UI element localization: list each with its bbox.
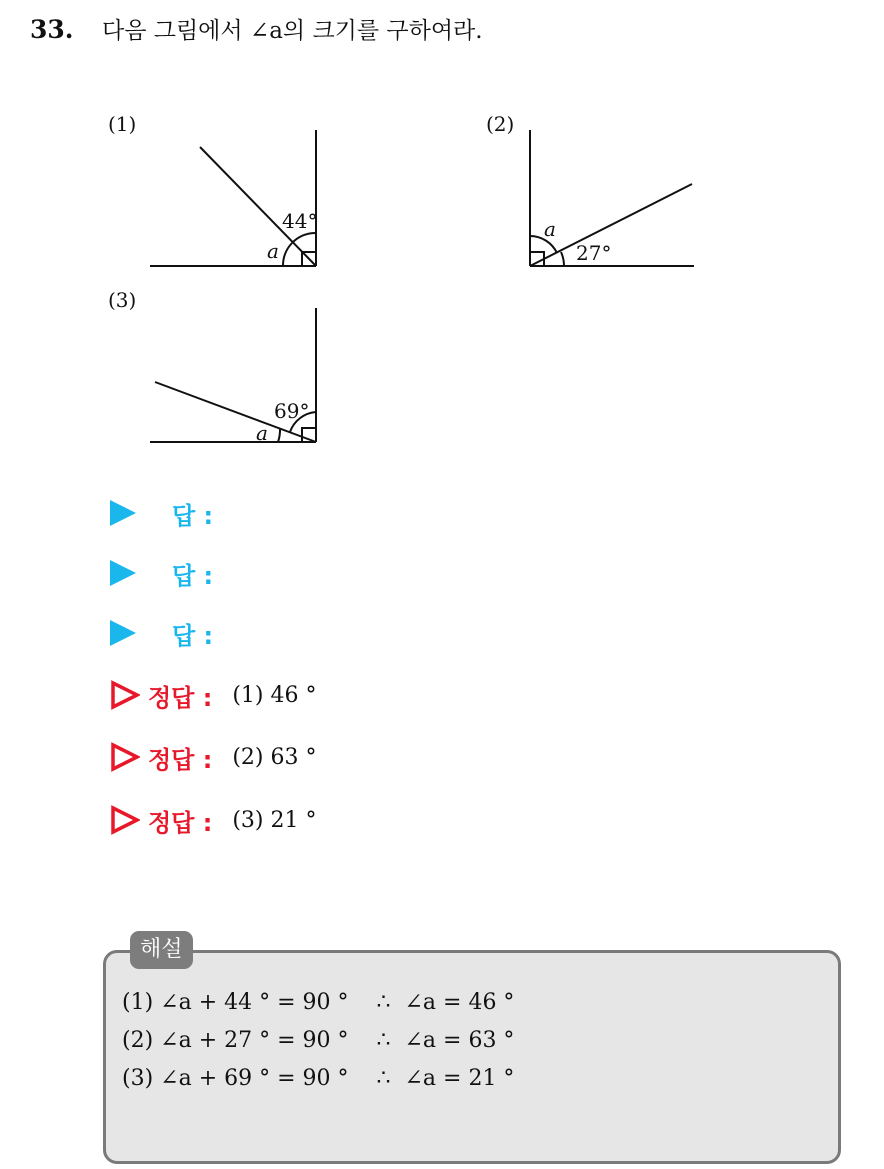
answer-row-3 bbox=[110, 616, 213, 650]
correct-answer-value: (1) 46 ° bbox=[232, 682, 317, 708]
answer-label: 답 : bbox=[172, 501, 214, 530]
figure-1-oblique-ray bbox=[200, 147, 316, 266]
figure-3 bbox=[140, 296, 340, 456]
question-header bbox=[30, 12, 483, 45]
figure-3-label: (3) bbox=[108, 288, 137, 312]
answer-row-1 bbox=[110, 496, 213, 530]
outline-triangle-icon bbox=[110, 805, 140, 835]
figure-1 bbox=[140, 120, 340, 280]
figure-2-arc-given bbox=[561, 252, 564, 266]
correct-answer-label: 정답 : bbox=[148, 683, 213, 712]
answer-row-2 bbox=[110, 556, 213, 590]
question-number: 33. bbox=[30, 15, 74, 44]
figure-1-given-angle: 44° bbox=[282, 209, 318, 233]
figure-1-unknown: a bbox=[267, 239, 279, 263]
outline-triangle-icon bbox=[110, 742, 140, 772]
figure-3-given-angle: 69° bbox=[274, 399, 310, 423]
figure-2-label: (2) bbox=[486, 112, 515, 136]
play-icon bbox=[110, 620, 136, 646]
solution-line-1: (1) ∠a + 44 ° = 90 ° ∴ ∠a = 46 ° bbox=[122, 990, 515, 1015]
correct-answer-label: 정답 : bbox=[148, 808, 213, 837]
solution-tab: 해설 bbox=[130, 931, 193, 969]
correct-answer-row-2 bbox=[110, 740, 316, 774]
outline-triangle-icon bbox=[110, 680, 140, 710]
figure-2 bbox=[520, 120, 710, 280]
figure-3-arc-a bbox=[278, 428, 280, 442]
figure-1-arc-given bbox=[292, 233, 316, 243]
play-icon bbox=[110, 500, 136, 526]
correct-answer-value: (3) 21 ° bbox=[232, 807, 317, 833]
answer-label: 답 : bbox=[172, 561, 214, 590]
figure-3-unknown: a bbox=[256, 421, 268, 445]
correct-answer-label: 정답 : bbox=[148, 745, 213, 774]
correct-answer-row-1 bbox=[110, 678, 316, 712]
correct-answer-row-3 bbox=[110, 803, 316, 837]
play-icon bbox=[110, 560, 136, 586]
figure-2-unknown: a bbox=[544, 217, 556, 241]
correct-answer-value: (2) 63 ° bbox=[232, 744, 317, 770]
question-text: 다음 그림에서 ∠a의 크기를 구하여라. bbox=[102, 18, 483, 44]
solution-line-2: (2) ∠a + 27 ° = 90 ° ∴ ∠a = 63 ° bbox=[122, 1028, 515, 1053]
figure-1-label: (1) bbox=[108, 112, 137, 136]
figure-1-arc-a bbox=[283, 243, 292, 266]
answer-label: 답 : bbox=[172, 621, 214, 650]
solution-line-3: (3) ∠a + 69 ° = 90 ° ∴ ∠a = 21 ° bbox=[122, 1066, 515, 1091]
figure-2-given-angle: 27° bbox=[576, 241, 612, 265]
solution-box bbox=[103, 950, 841, 1164]
